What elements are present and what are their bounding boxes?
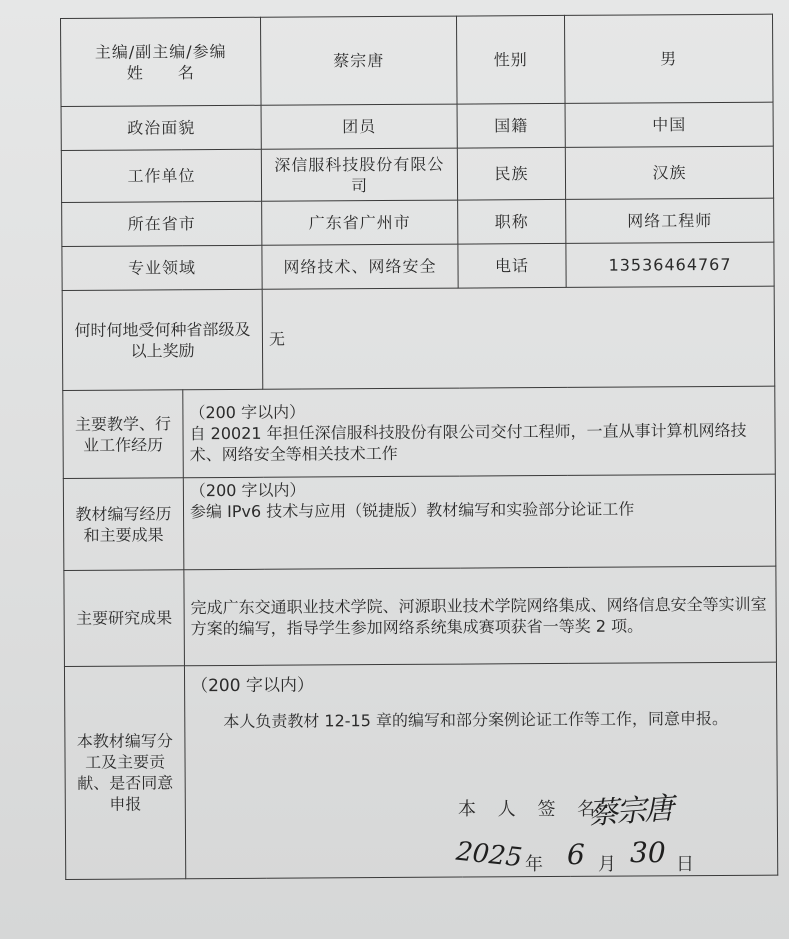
employer-label: 工作单位 <box>61 149 261 202</box>
city-value: 广东省广州市 <box>262 200 458 245</box>
form-table <box>60 14 778 880</box>
textbook-label: 教材编写经历和主要成果 <box>63 478 184 571</box>
contribution-text: 本人负责教材 12-15 章的编写和部分案例论证工作等工作，同意申报。 <box>223 708 729 732</box>
nationality-value: 中国 <box>565 102 773 147</box>
application-form <box>60 18 772 891</box>
experience-label: 主要教学、行业工作经历 <box>63 390 184 479</box>
research-text: 完成广东交通职业技术学院、河源职业技术学院网络集成、网络信息安全等实训室方案的编写，指导学生参加网络系统集成赛项获省一等奖 2 项。 <box>184 566 777 666</box>
contribution-label: 本教材编写分工及主要贡献、是否同意申报 <box>64 666 185 880</box>
employer-value: 深信服科技股份有限公司 <box>261 148 457 201</box>
gender-value: 男 <box>565 14 774 103</box>
handwritten-signature: 蔡宗唐 <box>587 791 674 832</box>
date-year-unit: 年 <box>525 854 543 875</box>
phone-value: 13536464767 <box>566 242 774 287</box>
job-title-value: 网络工程师 <box>566 198 774 243</box>
gender-label: 性别 <box>457 15 566 104</box>
date-month-unit: 月 <box>598 854 616 875</box>
field-value: 网络技术、网络安全 <box>262 244 458 289</box>
editor-role-label-line2: 姓 名 <box>126 62 195 83</box>
signature-label: 本 人 签 名: <box>458 799 618 820</box>
experience-limit: （200 字以内） <box>189 402 306 423</box>
nationality-label: 国籍 <box>457 103 565 148</box>
political-label: 政治面貌 <box>61 105 261 150</box>
textbook-text: 参编 IPv6 技术与应用（锐捷版）教材编写和实验部分论证工作 <box>189 499 635 522</box>
city-label: 所在省市 <box>62 201 262 246</box>
textbook-cell <box>183 474 776 570</box>
name-value: 蔡宗唐 <box>261 16 458 105</box>
date-year: 2025 <box>454 836 524 874</box>
research-label: 主要研究成果 <box>64 570 185 667</box>
political-value: 团员 <box>261 104 457 149</box>
date-month: 6 <box>567 838 585 871</box>
editor-role-label-line1: 主编/副主编/参编 <box>94 41 227 62</box>
contribution-limit: （200 字以内） <box>191 675 315 697</box>
field-label: 专业领域 <box>62 245 262 290</box>
awards-value: 无 <box>262 286 775 389</box>
experience-text: 自 20021 年担任深信服科技股份有限公司交付工程师，一直从事计算机网络技术、网络安全等相关技术工作 <box>189 420 747 465</box>
phone-label: 电话 <box>458 243 566 288</box>
editor-role-label <box>61 17 262 106</box>
experience-cell <box>183 386 776 478</box>
date-day-unit: 日 <box>676 854 694 875</box>
textbook-limit: （200 字以内） <box>189 480 306 501</box>
date-day: 30 <box>630 836 666 869</box>
ethnicity-value: 汉族 <box>565 146 773 199</box>
job-title-label: 职称 <box>458 199 566 244</box>
awards-label: 何时何地受何种省部级及以上奖励 <box>62 289 263 390</box>
ethnicity-label: 民族 <box>457 147 565 200</box>
